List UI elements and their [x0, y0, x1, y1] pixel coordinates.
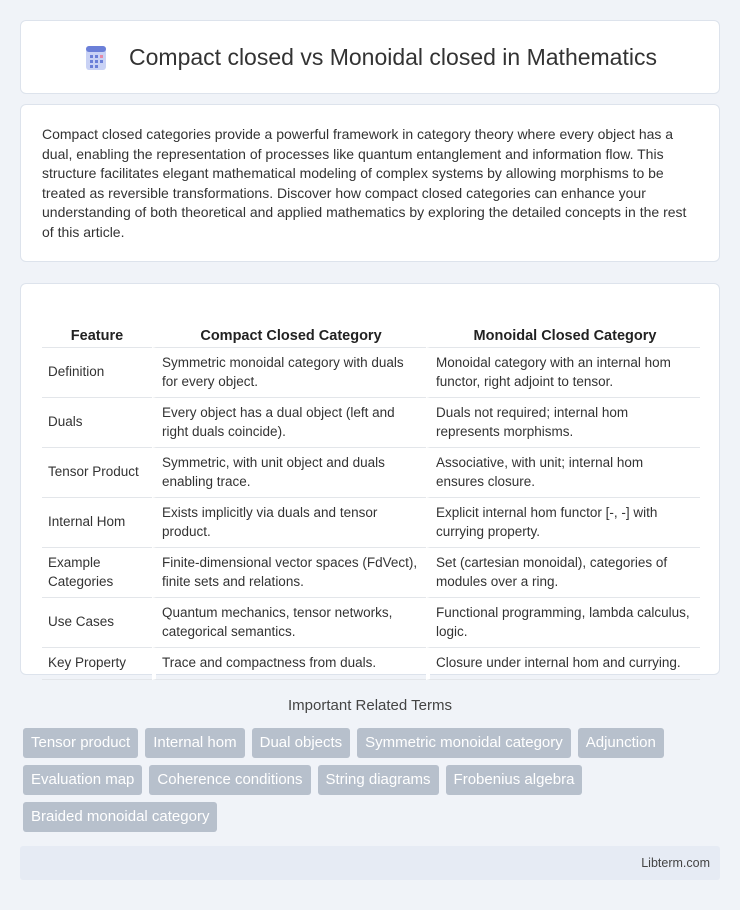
- tag-adjunction[interactable]: Adjunction: [578, 728, 664, 758]
- table-row: [42, 498, 700, 548]
- comparison-table: [42, 304, 700, 680]
- page-title: Compact closed vs Monoidal closed in Mathematics: [129, 43, 657, 70]
- tag-dual-objects[interactable]: Dual objects: [252, 728, 351, 758]
- table-row: [42, 448, 700, 498]
- feature-cell: Key Property: [42, 648, 152, 680]
- column-header-feature: Feature: [42, 304, 152, 348]
- tag-symmetric-monoidal-category[interactable]: Symmetric monoidal category: [357, 728, 571, 758]
- tag-braided-monoidal-category[interactable]: Braided monoidal category: [23, 802, 217, 832]
- feature-cell: Tensor Product: [42, 448, 152, 498]
- column-header-compact: Compact Closed Category: [152, 304, 426, 348]
- monoidal-cell: Closure under internal hom and currying.: [426, 648, 700, 680]
- tag-evaluation-map[interactable]: Evaluation map: [23, 765, 142, 795]
- compact-cell: Exists implicitly via duals and tensor product.: [152, 498, 426, 548]
- footer-site-link[interactable]: Libterm.com: [641, 856, 710, 870]
- comparison-table-card: [20, 283, 720, 675]
- table-row: [42, 648, 700, 680]
- column-header-monoidal: Monoidal Closed Category: [426, 304, 700, 348]
- compact-cell: Trace and compactness from duals.: [152, 648, 426, 680]
- feature-cell: Definition: [42, 348, 152, 398]
- compact-cell: Every object has a dual object (left and right duals coincide).: [152, 398, 426, 448]
- header-card: [20, 20, 720, 94]
- monoidal-cell: Associative, with unit; internal hom ensures closure.: [426, 448, 700, 498]
- table-row: [42, 348, 700, 398]
- feature-cell: Example Categories: [42, 548, 152, 598]
- feature-cell: Use Cases: [42, 598, 152, 648]
- monoidal-cell: Monoidal category with an internal hom functor, right adjoint to tensor.: [426, 348, 700, 398]
- compact-cell: Quantum mechanics, tensor networks, categorical semantics.: [152, 598, 426, 648]
- table-row: [42, 548, 700, 598]
- monoidal-cell: Duals not required; internal hom represents morphisms.: [426, 398, 700, 448]
- intro-text: Compact closed categories provide a powerful framework in category theory where every object has a dual, enabling the representation of processes like quantum entanglement and information flow. This structure facilitates elegant mathematical modeling of complex systems by allowing morphisms to be treated as reversible transformations. Discover how compact closed categories can enhance your understanding of both theoretical and applied mathematics by exploring the detailed concepts in the rest of this article.: [42, 126, 687, 240]
- tag-frobenius-algebra[interactable]: Frobenius algebra: [446, 765, 583, 795]
- compact-cell: Symmetric, with unit object and duals enabling trace.: [152, 448, 426, 498]
- footer: [20, 846, 720, 880]
- compact-cell: Symmetric monoidal category with duals for every object.: [152, 348, 426, 398]
- tag-tensor-product[interactable]: Tensor product: [23, 728, 138, 758]
- tag-coherence-conditions[interactable]: Coherence conditions: [149, 765, 310, 795]
- monoidal-cell: Set (cartesian monoidal), categories of modules over a ring.: [426, 548, 700, 598]
- tag-internal-hom[interactable]: Internal hom: [145, 728, 244, 758]
- compact-cell: Finite-dimensional vector spaces (FdVect), finite sets and relations.: [152, 548, 426, 598]
- related-terms-title: Important Related Terms: [288, 697, 452, 714]
- monoidal-cell: Functional programming, lambda calculus, logic.: [426, 598, 700, 648]
- related-terms-list: [23, 728, 723, 832]
- table-row: [42, 398, 700, 448]
- monoidal-cell: Explicit internal hom functor [-, -] with currying property.: [426, 498, 700, 548]
- tag-string-diagrams[interactable]: String diagrams: [318, 765, 439, 795]
- table-header-row: [42, 304, 700, 348]
- feature-cell: Duals: [42, 398, 152, 448]
- feature-cell: Internal Hom: [42, 498, 152, 548]
- document-grid-icon: [83, 45, 109, 71]
- table-row: [42, 598, 700, 648]
- intro-card: [20, 104, 720, 262]
